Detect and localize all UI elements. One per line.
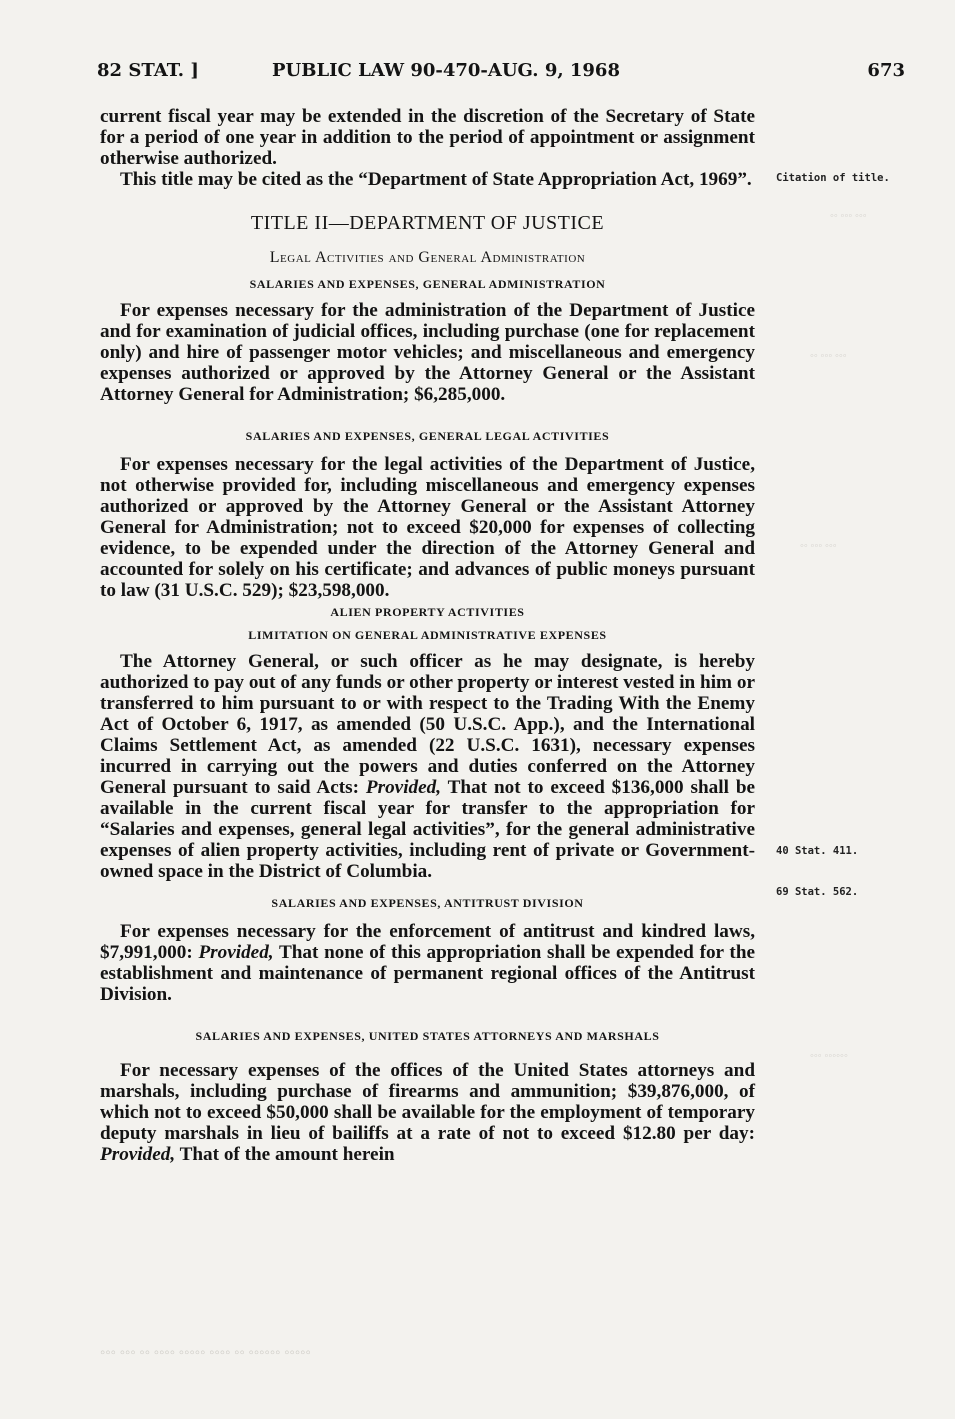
bleed-through-text: ◦◦ ◦◦◦ ◦◦◦ (800, 540, 837, 552)
antitrust-paragraph (100, 921, 755, 1005)
alien-property-heading: ALIEN PROPERTY ACTIVITIES (330, 605, 525, 619)
antitrust-text-before: For expenses necessary for the enforcement of antitrust and kindred laws, $7,991,000: (100, 921, 755, 963)
attorneys-heading: SALARIES AND EXPENSES, UNITED STATES ATTORNEYS AND MARSHALS (195, 1029, 660, 1043)
page-header (97, 60, 905, 84)
provided-word: Provided, (198, 942, 274, 963)
margin-note-citation: Citation of title. (776, 172, 890, 184)
margin-note-40-stat: 40 Stat. 411. (776, 845, 859, 857)
title-heading: TITLE II—DEPARTMENT OF JUSTICE (250, 212, 605, 234)
law-title: PUBLIC LAW 90-470-AUG. 9, 1968 (272, 60, 620, 81)
margin-note-69-stat: 69 Stat. 562. (776, 886, 859, 898)
body-column (100, 106, 755, 1165)
attorneys-text-before: For necessary expenses of the offices of the United States attorneys and marshals, including purchase of firearms and ammunition; $39,876,000, of which not to exceed $50,000 shall be available for the employment of temporary deputy marshals in lieu of bailiffs at a rate of not to exceed $12.80 per day: (100, 1060, 755, 1144)
attorneys-paragraph (100, 1060, 755, 1165)
stat-reference: 82 STAT. ] (97, 60, 199, 81)
gen-legal-heading: SALARIES AND EXPENSES, GENERAL LEGAL ACTIVITIES (245, 429, 610, 443)
limitation-heading: LIMITATION ON GENERAL ADMINISTRATIVE EXPENSES (248, 628, 607, 642)
intro-paragraph: current fiscal year may be extended in the discretion of the Secretary of State for a period of one year in addition to the period of appointment or assignment otherwise authorized. (100, 106, 755, 169)
gen-legal-paragraph: For expenses necessary for the legal activities of the Department of Justice, not otherwise provided for, including miscellaneous and emergency expenses authorized or approved by the Attorney General or the Assistant Attorney General for Administration; not to exceed $20,000 for expenses of collecting evidence, to be expended under the direction of the Attorney General and accounted for solely on his certificate; and advances of public moneys pursuant to law (31 U.S.C. 529); $23,598,000. (100, 454, 755, 601)
page-number: 673 (867, 60, 905, 81)
section-heading: Legal Activities and General Administration (269, 249, 586, 266)
attorneys-text-after: That of the amount herein (175, 1144, 395, 1165)
bleed-through-text: ◦◦ ◦◦◦ ◦◦◦ (810, 350, 847, 362)
gen-admin-heading: SALARIES AND EXPENSES, GENERAL ADMINISTRATION (249, 277, 606, 291)
alien-property-paragraph (100, 651, 755, 882)
alien-text-before: The Attorney General, or such officer as he may designate, is hereby authorized to pay out of any funds or other property or interest vested in him or transferred to him pursuant to or with respect to the Trading With the Enemy Act of October 6, 1917, as amended (50 U.S.C. App.), and the International Claims Settlement Act, as amended (22 U.S.C. 1631), necessary expenses incurred in carrying out the powers and duties conferred on the Attorney General pursuant to said Acts: (100, 651, 755, 798)
bleed-through-text: ◦◦◦ ◦◦◦◦◦◦ (810, 1050, 848, 1062)
citation-paragraph: This title may be cited as the “Department of State Appropriation Act, 1969”. (120, 169, 752, 190)
bleed-through-bottom: ◦◦◦ ◦◦◦ ◦◦ ◦◦◦◦ ◦◦◦◦◦ ◦◦◦◦ ◦◦ ◦◦◦◦◦◦ ◦◦◦◦◦ (100, 1345, 311, 1361)
provided-word: Provided, (365, 777, 442, 798)
alien-text-after: That not to exceed $136,000 shall be available in the current fiscal year for transfer to the appropriation for “Salaries and expenses, general legal activities”, for the general administrative expenses of alien property activities, including rent of private or Government-owned space in the District of Columbia. (100, 777, 756, 882)
antitrust-heading: SALARIES AND EXPENSES, ANTITRUST DIVISION (271, 896, 584, 910)
antitrust-text-after: That none of this appropriation shall be expended for the establishment and maintenance of permanent regional offices of the Antitrust Division. (100, 942, 756, 1005)
provided-word: Provided, (100, 1144, 176, 1165)
bleed-through-text: ◦◦ ◦◦◦ ◦◦◦ (830, 210, 867, 222)
gen-admin-paragraph: For expenses necessary for the administration of the Department of Justice and for examination of judicial offices, including purchase (one for replacement only) and hire of passenger motor vehicles; and miscellaneous and emergency expenses authorized or approved by the Attorney General or the Assistant Attorney General for Administration; $6,285,000. (100, 300, 755, 405)
